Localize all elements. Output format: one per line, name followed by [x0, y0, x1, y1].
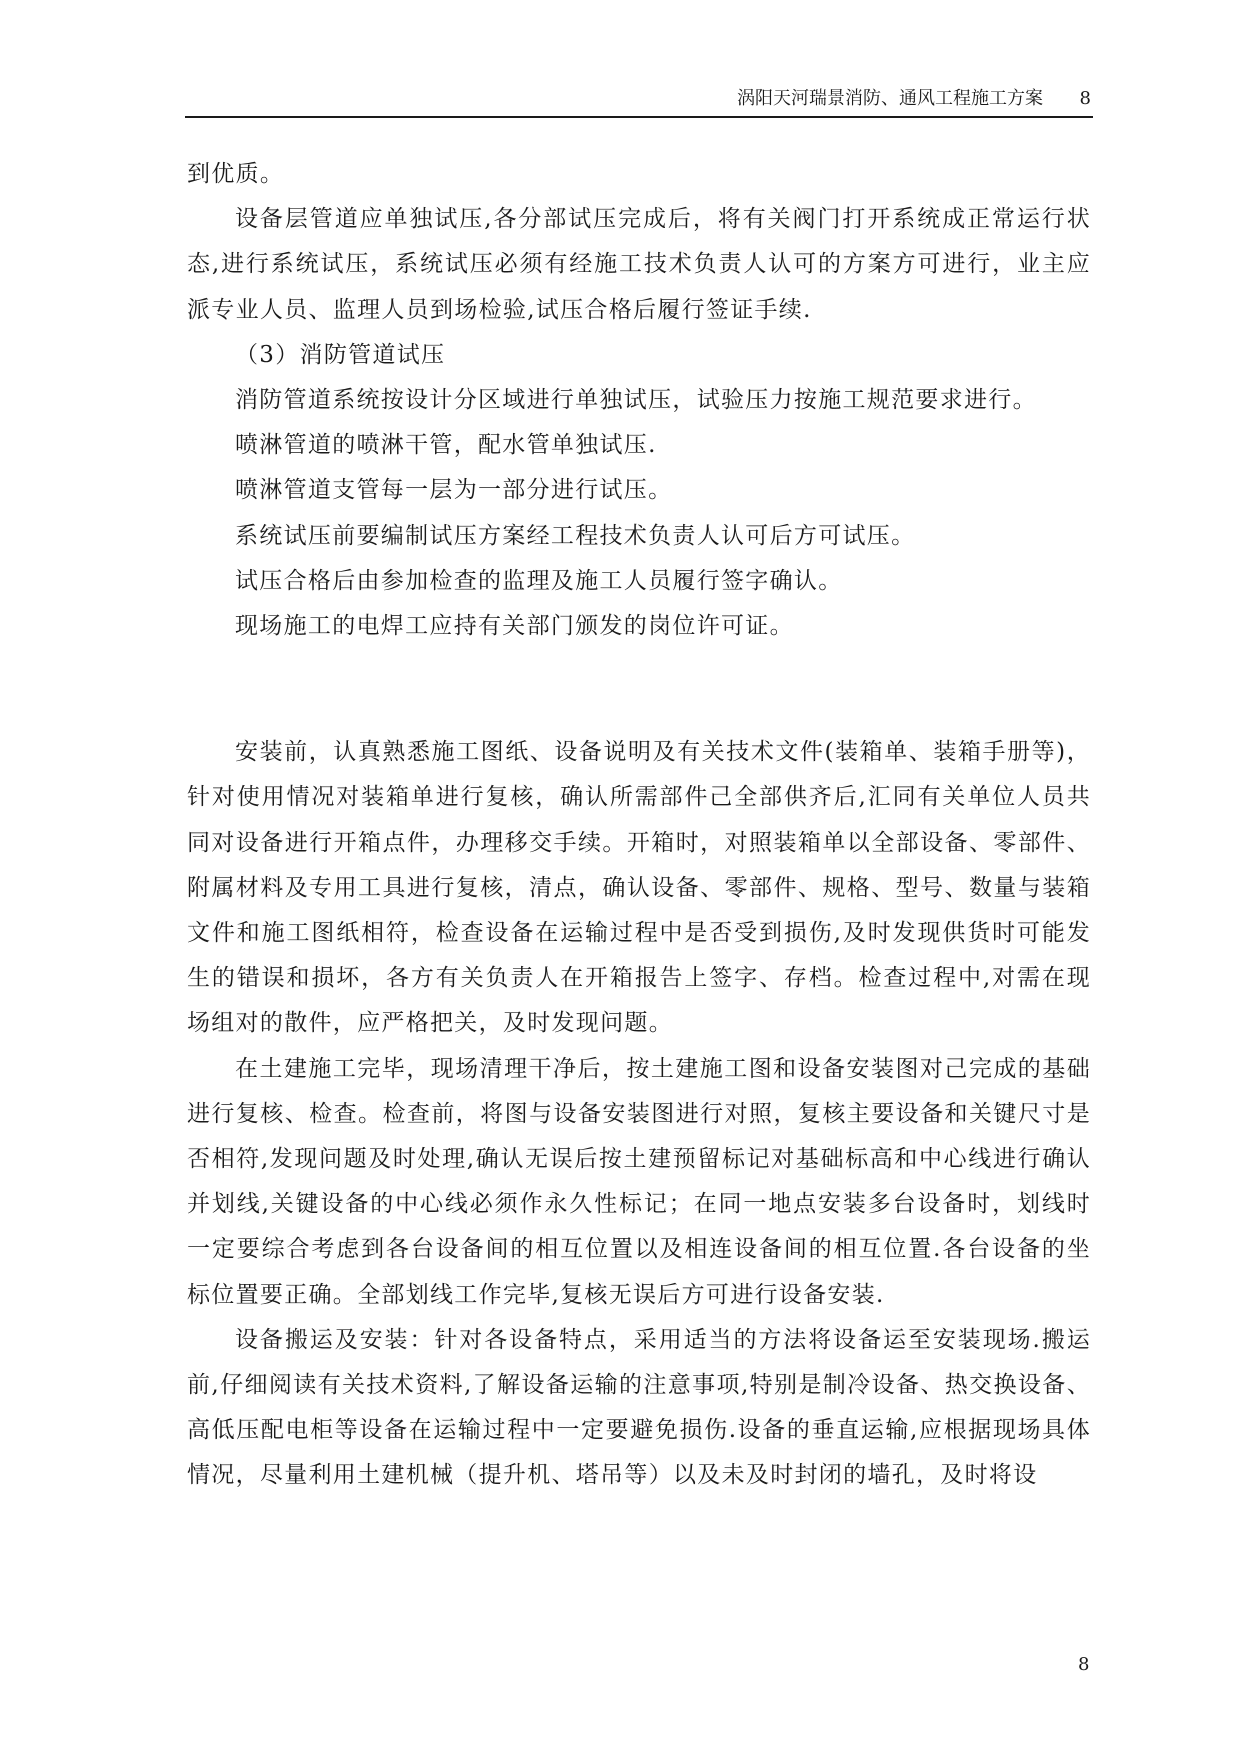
paragraph-unpacking-inspection: 安装前，认真熟悉施工图纸、设备说明及有关技术文件(装箱单、装箱手册等)，针对使用情况对装箱单进行复核，确认所需部件己全部供齐后,汇同有关单位人员共同对设备进行开箱点件，办理移交手续。开箱时，对照装箱单以全部设备、零部件、附属材料及专用工具进行复核，清点，确认设备、零部件、规格、型号、数量与装箱文件和施工图纸相符，检查设备在运输过程中是否受到损伤,及时发现供货时可能发生的错误和损坏，各方有关负责人在开箱报告上签字、存档。检查过程中,对需在现场组对的散件，应严格把关，及时发现问题。 — [187, 739, 1091, 1037]
paragraph-sprinkler-main-pipe: 喷淋管道的喷淋干管，配水管单独试压. — [235, 432, 657, 459]
paragraph-foundation-check: 在土建施工完毕，现场清理干净后，按土建施工图和设备安装图对己完成的基础进行复核、检查。检查前，将图与设备安装图进行对照，复核主要设备和关键尺寸是否相符,发现问题及时处理,确认无误后按土建预留标记对基础标高和中心线进行确认并划线,关键设备的中心线必须作永久性标记；在同一地点安装多台设备时，划线时一定要综合考虑到各台设备间的相互位置以及相连设备间的相互位置.各台设备的坐标位置要正确。全部划线工作完毕,复核无误后方可进行设备安装. — [187, 1055, 1091, 1308]
paragraph-sprinkler-branch-pipe: 喷淋管道支管每一层为一部分进行试压。 — [235, 477, 673, 504]
header-page-number: 8 — [1079, 88, 1091, 109]
paragraph-equipment-floor-pressure-test: 设备层管道应单独试压,各分部试压完成后，将有关阀门打开系统成正常运行状态,进行系统试压，系统试压必须有经施工技术负责人认可的方案方可进行，业主应派专业人员、监理人员到场检验,试压合格后履行签证手续. — [187, 206, 1091, 323]
paragraph-equipment-transport: 设备搬运及安装：针对各设备特点，采用适当的方法将设备运至安装现场.搬运前,仔细阅读有关技术资料,了解设备运输的注意事项,特别是制冷设备、热交换设备、高低压配电柜等设备在运输过程中一定要避免损伤.设备的垂直运输,应根据现场具体情况，尽量利用土建机械（提升机、塔吊等）以及未及时封闭的墙孔，及时将设 — [187, 1326, 1091, 1489]
paragraph-test-sign-off: 试压合格后由参加检查的监理及施工人员履行签字确认。 — [235, 567, 843, 594]
header-title: 涡阳天河瑞景消防、通风工程施工方案 — [737, 88, 1043, 109]
paragraph-gap — [187, 649, 1091, 730]
paragraph-test-plan: 系统试压前要编制试压方案经工程技术负责人认可后方可试压。 — [235, 522, 916, 549]
paragraph-welder-license: 现场施工的电焊工应持有关部门颁发的岗位许可证。 — [235, 613, 794, 640]
body-text — [187, 152, 1091, 1499]
footer-page-number: 8 — [1078, 1654, 1090, 1675]
paragraph-fire-pipe-zone-test: 消防管道系统按设计分区域进行单独试压，试验压力按施工规范要求进行。 — [235, 387, 1037, 414]
section-heading-fire-pipe-pressure-test: （3）消防管道试压 — [235, 341, 446, 368]
paragraph-continuation: 到优质。 — [187, 161, 285, 187]
page-header — [185, 84, 1093, 118]
